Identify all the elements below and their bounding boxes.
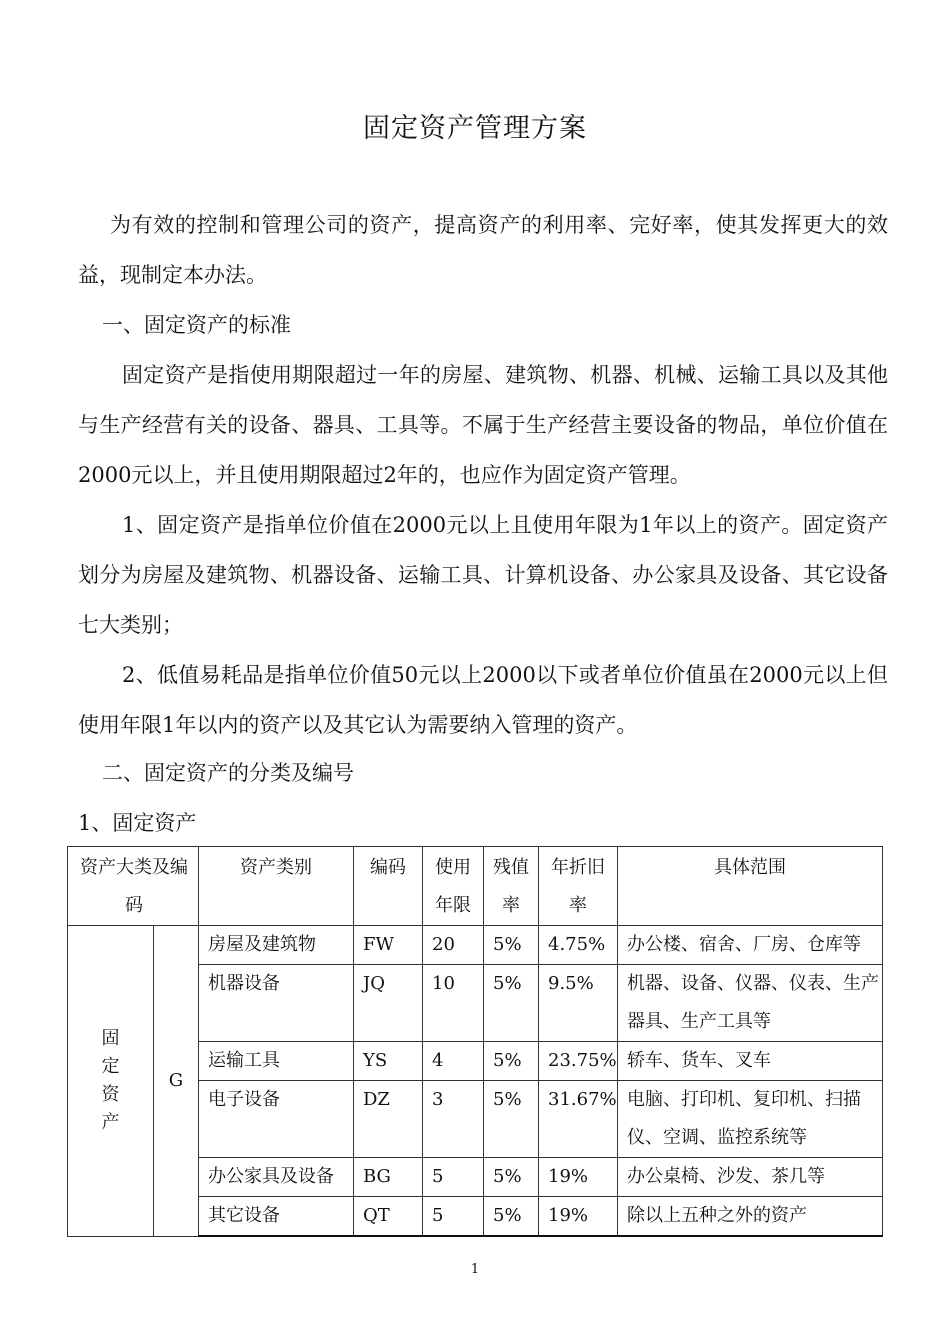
scope-cell: 轿车、货车、叉车 — [618, 1042, 883, 1081]
residual-cell: 5% — [484, 1197, 539, 1237]
code-cell: YS — [354, 1042, 423, 1081]
type-cell: 其它设备 — [199, 1197, 354, 1237]
residual-cell: 5% — [484, 965, 539, 1042]
residual-cell: 5% — [484, 926, 539, 965]
header-life: 使用年限 — [423, 847, 484, 926]
life-cell: 3 — [423, 1081, 484, 1158]
life-cell: 10 — [423, 965, 484, 1042]
depreciation-cell: 23.75% — [539, 1042, 618, 1081]
section1-paragraph: 固定资产是指使用期限超过一年的房屋、建筑物、机器、机械、运输工具以及其他与生产经营有关的设备、器具、工具等。不属于生产经营主要设备的物品，单位价值在2000元以上，并且使用期限超过2年的，也应作为固定资产管理。 — [78, 363, 888, 487]
header-type: 资产类别 — [199, 847, 354, 926]
code-cell: BG — [354, 1158, 423, 1197]
scope-cell: 除以上五种之外的资产 — [618, 1197, 883, 1237]
code-cell: QT — [354, 1197, 423, 1237]
type-cell: 办公家具及设备 — [199, 1158, 354, 1197]
life-cell: 5 — [423, 1197, 484, 1237]
depreciation-cell: 9.5% — [539, 965, 618, 1042]
page-number: 1 — [470, 1262, 480, 1277]
header-code: 编码 — [354, 847, 423, 926]
item2-paragraph: 2、低值易耗品是指单位价值50元以上2000以下或者单位价值虽在2000元以上但使用年限1年以内的资产以及其它认为需要纳入管理的资产。 — [78, 663, 888, 737]
section2-heading: 二、固定资产的分类及编号 — [102, 761, 354, 785]
life-cell: 5 — [423, 1158, 484, 1197]
type-cell: 房屋及建筑物 — [199, 926, 354, 965]
header-depreciation: 年折旧率 — [539, 847, 618, 926]
type-cell: 运输工具 — [199, 1042, 354, 1081]
header-scope: 具体范围 — [618, 847, 883, 926]
residual-cell: 5% — [484, 1081, 539, 1158]
group-name-cell: 固定资产 — [68, 926, 154, 1237]
group-code-cell: G — [154, 926, 199, 1237]
page-title: 固定资产管理方案 — [363, 113, 587, 144]
type-cell: 机器设备 — [199, 965, 354, 1042]
life-cell: 20 — [423, 926, 484, 965]
item1-paragraph: 1、固定资产是指单位价值在2000元以上且使用年限为1年以上的资产。固定资产划分为房屋及建筑物、机器设备、运输工具、计算机设备、办公家具及设备、其它设备七大类别； — [78, 513, 888, 637]
intro-paragraph: 为有效的控制和管理公司的资产，提高资产的利用率、完好率，使其发挥更大的效益，现制定本办法。 — [78, 213, 888, 287]
scope-cell: 办公桌椅、沙发、茶几等 — [618, 1158, 883, 1197]
depreciation-cell: 19% — [539, 1158, 618, 1197]
code-cell: JQ — [354, 965, 423, 1042]
scope-cell: 办公楼、宿舍、厂房、仓库等 — [618, 926, 883, 965]
table-header-row — [68, 847, 883, 926]
depreciation-cell: 4.75% — [539, 926, 618, 965]
life-cell: 4 — [423, 1042, 484, 1081]
scope-cell: 电脑、打印机、复印机、扫描仪、空调、监控系统等 — [618, 1081, 883, 1158]
type-cell: 电子设备 — [199, 1081, 354, 1158]
table-row — [68, 926, 883, 965]
section1-heading: 一、固定资产的标准 — [102, 313, 291, 337]
scope-cell: 机器、设备、仪器、仪表、生产器具、生产工具等 — [618, 965, 883, 1042]
residual-cell: 5% — [484, 1042, 539, 1081]
depreciation-cell: 19% — [539, 1197, 618, 1237]
code-cell: FW — [354, 926, 423, 965]
code-cell: DZ — [354, 1081, 423, 1158]
depreciation-cell: 31.67% — [539, 1081, 618, 1158]
header-category: 资产大类及编码 — [68, 847, 199, 926]
residual-cell: 5% — [484, 1158, 539, 1197]
subsection-heading: 1、固定资产 — [78, 811, 197, 835]
header-residual: 残值率 — [484, 847, 539, 926]
asset-table — [67, 846, 883, 1237]
